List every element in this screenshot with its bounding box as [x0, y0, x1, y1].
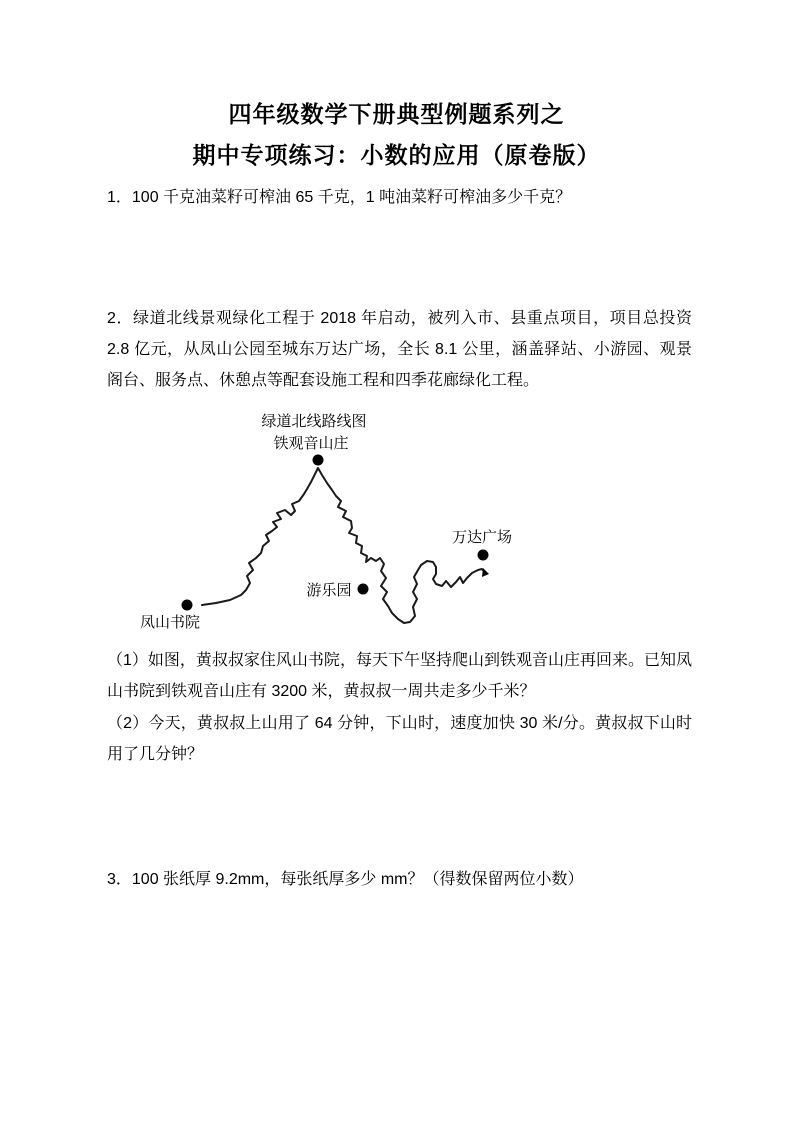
question-1: 1．100 千克油菜籽可榨油 65 千克，1 吨油菜籽可榨油多少千克？ [107, 189, 572, 206]
route-path-arrow-tip [482, 568, 489, 577]
map-dot-wanda-plaza [478, 550, 489, 561]
document-title: 四年级数学下册典型例题系列之 [228, 101, 565, 127]
question-2-part-2: （2）今天，黄叔叔上山用了 64 分钟，下山时，速度加快 30 米/分。黄叔叔下山时用了几分钟？ [107, 714, 692, 764]
map-label-fengshan-academy: 凤山书院 [139, 614, 201, 631]
map-label-wanda-plaza: 万达广场 [451, 529, 513, 546]
map-dot-amusement-park [358, 584, 369, 595]
question-2-part-1: （1）如图，黄叔叔家住风山书院，每天下午坚持爬山到铁观音山庄再回来。已知凤山书院到铁观音山庄有 3200 米，黄叔叔一周共走多少千米？ [107, 652, 692, 701]
question-2-subquestions [107, 645, 692, 771]
map-dot-tieguanyin-villa [313, 455, 324, 466]
route-map-figure [118, 406, 530, 640]
route-path-line [202, 468, 486, 623]
map-dot-fengshan-academy [182, 600, 193, 611]
map-label-amusement-park: 游乐园 [306, 582, 352, 599]
route-map-svg [118, 406, 530, 640]
map-label-tieguanyin-villa: 铁观音山庄 [273, 435, 349, 452]
question-3: 3．100 张纸厚 9.2mm，每张纸厚多少 mm？（得数保留两位小数） [107, 871, 584, 888]
document-subtitle: 期中专项练习：小数的应用（原卷版） [192, 142, 601, 168]
question-2-intro: 2．绿道北线景观绿化工程于 2018 年启动，被列入市、县重点项目，项目总投资 2.8 亿元，从凤山公园至城东万达广场，全长 8.1 公里，涵盖驿站、小游园、观景阁台、服务点、休憩点等配套设施工程和四季花廊绿化工程。 [107, 310, 692, 389]
map-title: 绿道北线路线图 [261, 413, 367, 430]
